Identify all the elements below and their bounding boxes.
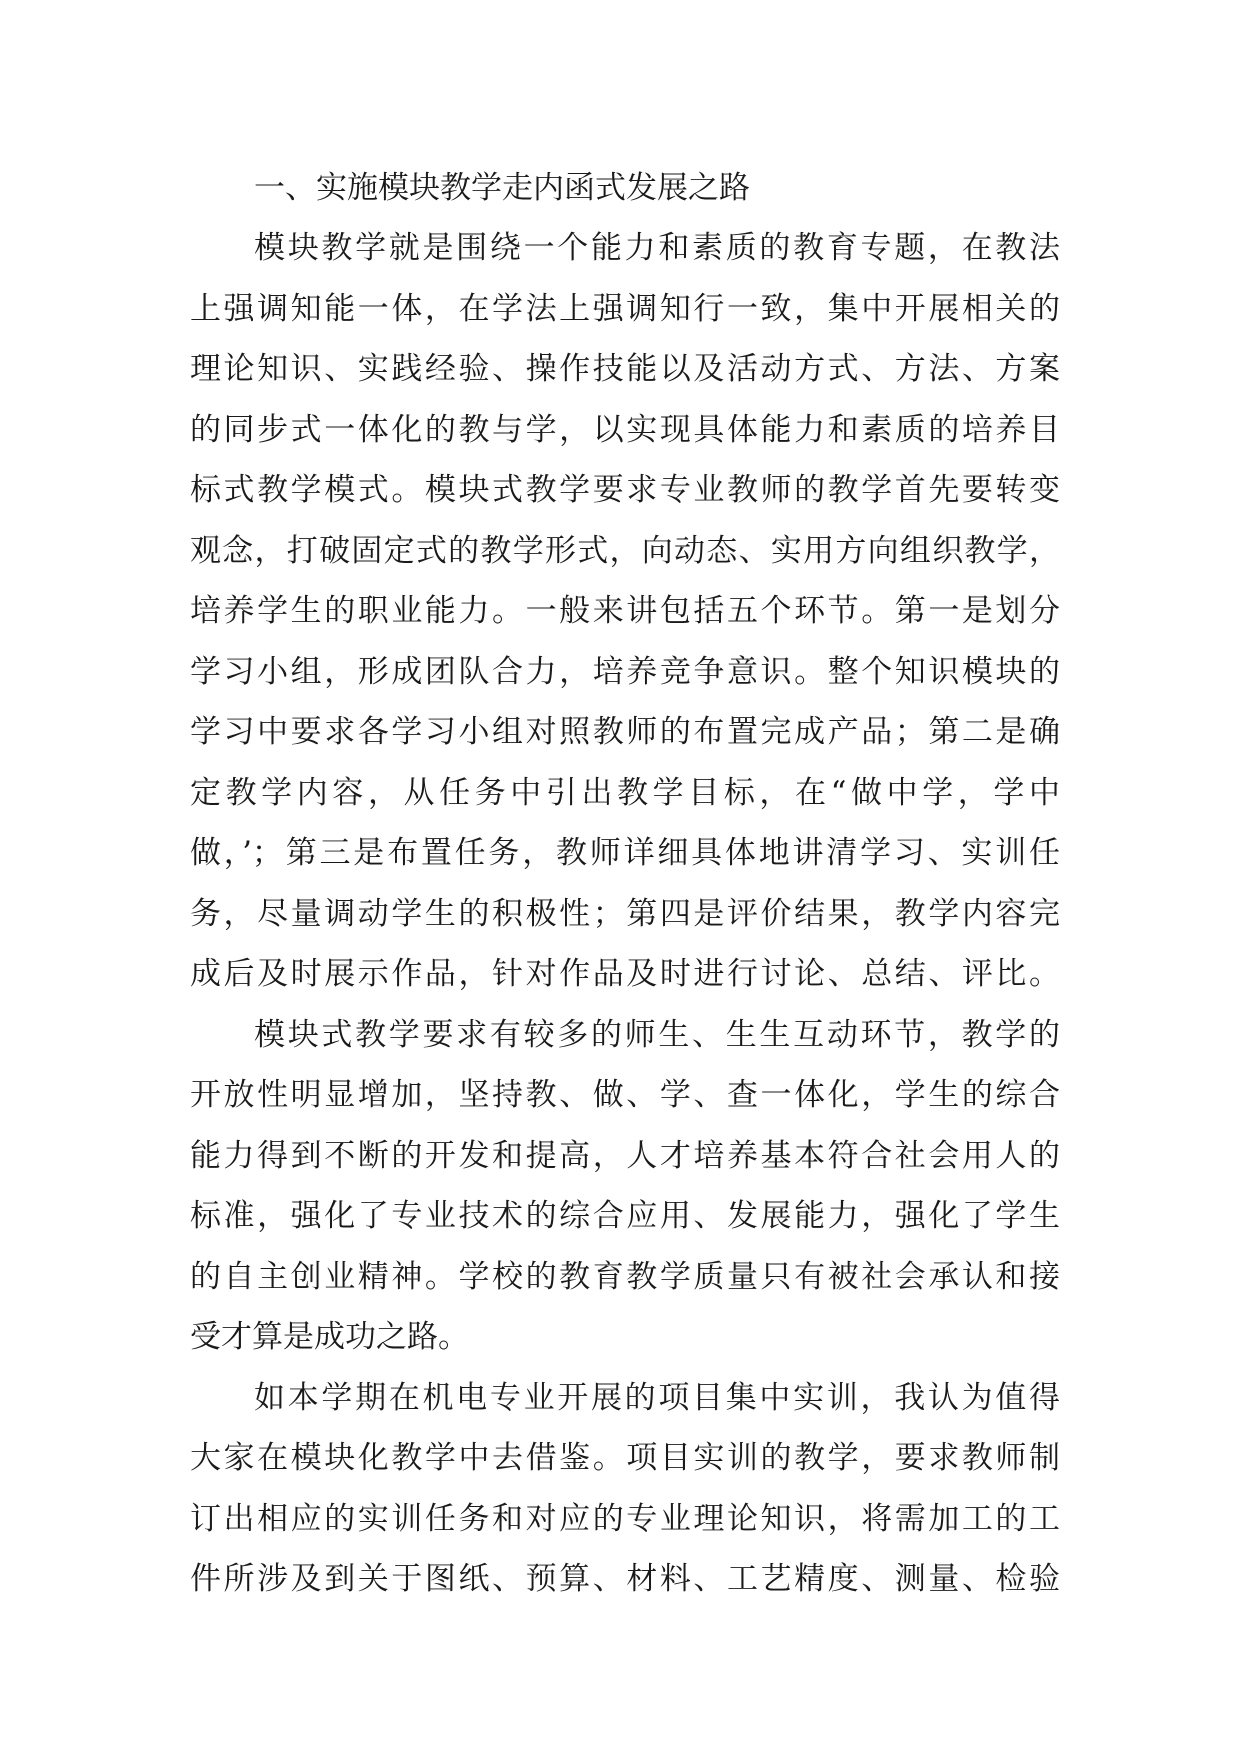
paragraph-3 — [190, 1368, 1060, 1610]
section-heading: 一、实施模块教学走内函式发展之路 — [254, 170, 750, 206]
text-line: 模块式教学要求有较多的师生、生生互动环节，教学的 — [254, 1016, 1060, 1053]
text-line: 能力得到不断的开发和提高，人才培养基本符合社会用人的 — [190, 1137, 1060, 1174]
text-line: 标准，强化了专业技术的综合应用、发展能力，强化了学生 — [190, 1198, 1060, 1234]
text-line: 的同步式一体化的教与学，以实现具体能力和素质的培养目 — [190, 411, 1060, 448]
text-line: 受才算是成功之路。 — [190, 1319, 469, 1355]
text-line: 的自主创业精神。学校的教育教学质量只有被社会承认和接 — [190, 1258, 1060, 1295]
text-line: 上强调知能一体，在学法上强调知行一致，集中开展相关的 — [190, 290, 1060, 327]
text-line: 定教学内容，从任务中引出教学目标，在“做中学，学中 — [190, 774, 1060, 811]
text-line: 培养学生的职业能力。一般来讲包括五个环节。第一是划分 — [190, 593, 1060, 629]
text-line: 理论知识、实践经验、操作技能以及活动方式、方法、方案 — [190, 351, 1060, 387]
text-line: 模块教学就是围绕一个能力和素质的教育专题，在教法 — [254, 230, 1060, 266]
paragraph-1 — [190, 218, 1060, 1005]
text-line: 件所涉及到关于图纸、预算、材料、工艺精度、测量、检验 — [190, 1561, 1060, 1597]
paragraph-2 — [190, 1005, 1060, 1368]
text-line: 务，尽量调动学生的积极性；第四是评价结果，教学内容完 — [190, 895, 1060, 932]
text-line: 观念，打破固定式的教学形式，向动态、实用方向组织教学， — [190, 532, 1060, 569]
text-line: 大家在模块化教学中去借鉴。项目实训的教学，要求教师制 — [190, 1440, 1060, 1476]
text-line: 学习中要求各学习小组对照教师的布置完成产品；第二是确 — [190, 714, 1060, 750]
text-line: 做，’；第三是布置任务，教师详细具体地讲清学习、实训任 — [190, 835, 1060, 871]
text-line: 成后及时展示作品，针对作品及时进行讨论、总结、评比。 — [190, 956, 1060, 992]
text-line: 学习小组，形成团队合力，培养竞争意识。整个知识模块的 — [190, 653, 1060, 690]
document-body — [190, 158, 1060, 1610]
text-line: 标式教学模式。模块式教学要求专业教师的教学首先要转变 — [190, 472, 1060, 508]
text-line: 开放性明显增加，坚持教、做、学、查一体化，学生的综合 — [190, 1077, 1060, 1113]
text-line: 如本学期在机电专业开展的项目集中实训，我认为值得 — [254, 1379, 1060, 1416]
text-line: 订出相应的实训任务和对应的专业理论知识，将需加工的工 — [190, 1500, 1060, 1537]
